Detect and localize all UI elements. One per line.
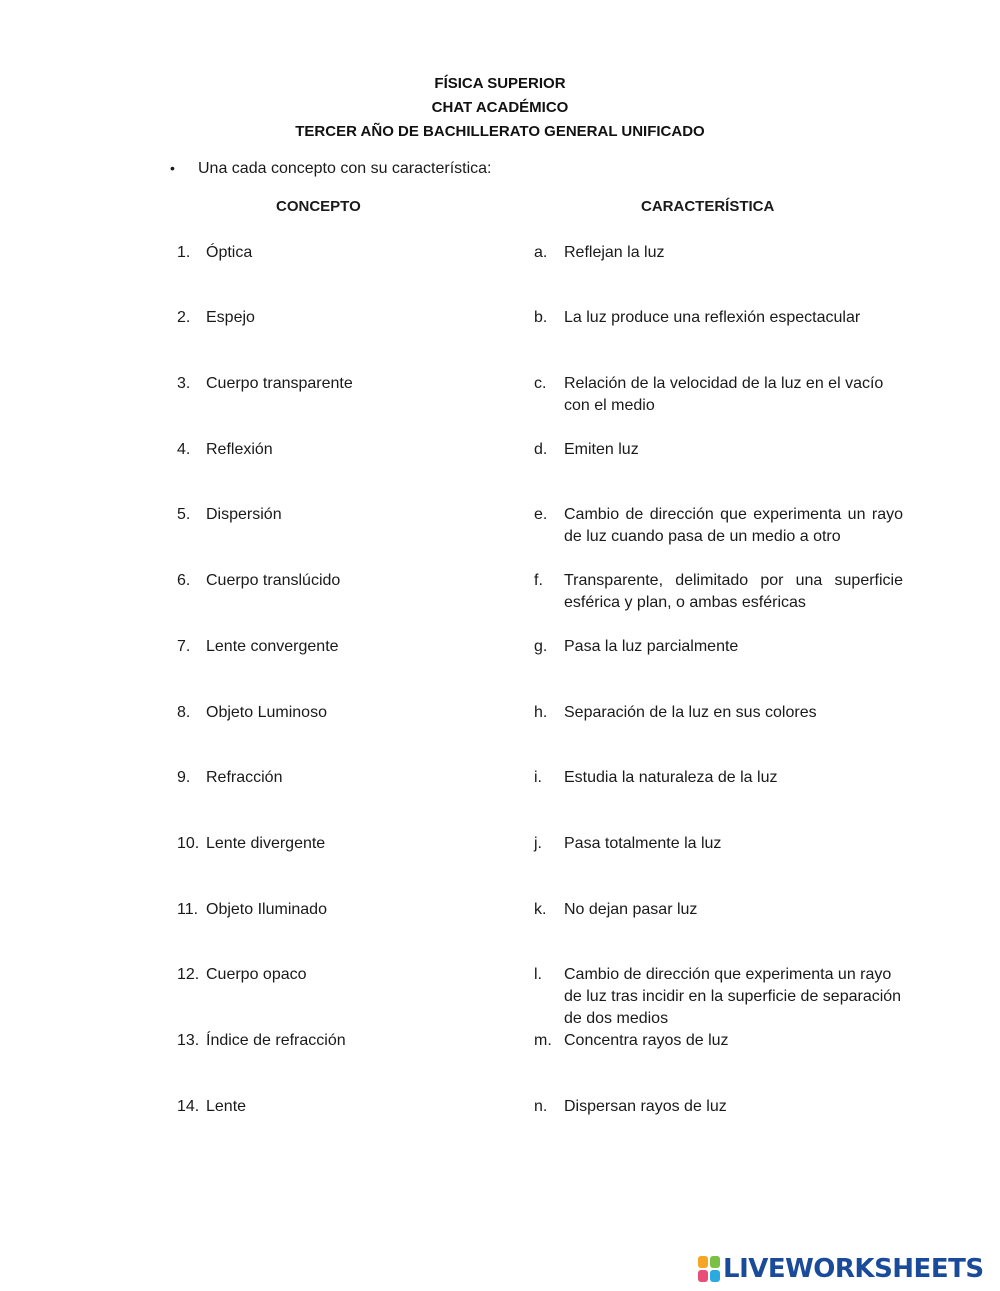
concept-number: 13. xyxy=(177,1032,200,1049)
concept-text: Lente divergente xyxy=(206,835,326,852)
characteristic-text: Transparente, delimitado por una superficie esférica y plan, o ambas esféricas xyxy=(564,572,903,611)
characteristic-letter: g. xyxy=(534,638,548,655)
characteristic-text: Separación de la luz en sus colores xyxy=(564,704,817,721)
characteristic-letter: m. xyxy=(534,1032,552,1049)
bullet-icon: • xyxy=(170,160,175,176)
characteristic-letter: h. xyxy=(534,704,548,721)
concept-text: Lente convergente xyxy=(206,638,339,655)
characteristic-text: Emiten luz xyxy=(564,441,639,458)
characteristic-text: Cambio de dirección que experimenta un rayo de luz tras incidir en la superficie de separación de dos medios xyxy=(564,966,902,1027)
characteristic-letter: b. xyxy=(534,309,548,326)
concept-number: 14. xyxy=(177,1098,200,1115)
characteristic-letter: i. xyxy=(534,769,542,786)
concept-number: 9. xyxy=(177,769,191,786)
grade-title: TERCER AÑO DE BACHILLERATO GENERAL UNIFICADO xyxy=(295,123,705,140)
characteristic-text: No dejan pasar luz xyxy=(564,901,698,918)
characteristic-letter: k. xyxy=(534,901,547,918)
concept-text: Lente xyxy=(206,1098,247,1115)
concept-text: Refracción xyxy=(206,769,283,786)
characteristic-text: Pasa la luz parcialmente xyxy=(564,638,739,655)
concept-text: Objeto Iluminado xyxy=(206,901,327,918)
concept-number: 5. xyxy=(177,506,191,523)
characteristic-text: Pasa totalmente la luz xyxy=(564,835,722,852)
instruction-text: Una cada concepto con su característica: xyxy=(198,160,492,177)
concept-number: 11. xyxy=(177,901,199,918)
subject-title: FÍSICA SUPERIOR xyxy=(434,75,566,92)
characteristic-letter: j. xyxy=(534,835,542,852)
course-title: CHAT ACADÉMICO xyxy=(431,99,569,116)
concept-number: 12. xyxy=(177,966,200,983)
concept-number: 8. xyxy=(177,704,191,721)
concept-text: Cuerpo transparente xyxy=(206,375,353,392)
concept-text: Cuerpo translúcido xyxy=(206,572,341,589)
characteristic-letter: l. xyxy=(534,966,542,983)
liveworksheets-mark-icon xyxy=(698,1256,720,1282)
concept-text: Índice de refracción xyxy=(206,1032,346,1049)
characteristic-text: Estudia la naturaleza de la luz xyxy=(564,769,778,786)
concept-text: Reflexión xyxy=(206,441,273,458)
concept-text: Óptica xyxy=(206,244,253,261)
concept-number: 7. xyxy=(177,638,191,655)
instruction xyxy=(170,160,492,178)
characteristic-text: Relación de la velocidad de la luz en el vacío con el medio xyxy=(564,375,884,414)
characteristic-text: Reflejan la luz xyxy=(564,244,665,261)
characteristic-text: Cambio de dirección que experimenta un rayo de luz cuando pasa de un medio a otro xyxy=(564,506,903,545)
liveworksheets-wordmark: LIVEWORKSHEETS xyxy=(723,1254,984,1284)
characteristic-letter: e. xyxy=(534,506,548,523)
characteristic-letter: a. xyxy=(534,244,548,261)
concept-number: 10. xyxy=(177,835,200,852)
concept-number: 4. xyxy=(177,441,191,458)
liveworksheets-logo xyxy=(698,1254,984,1284)
concept-number: 6. xyxy=(177,572,191,589)
characteristic-letter: n. xyxy=(534,1098,548,1115)
characteristic-text: La luz produce una reflexión espectacular xyxy=(564,309,861,326)
characteristic-letter: c. xyxy=(534,375,547,392)
concept-text: Cuerpo opaco xyxy=(206,966,307,983)
concept-number: 1. xyxy=(177,244,191,261)
concept-text: Objeto Luminoso xyxy=(206,704,327,721)
characteristic-letter: f. xyxy=(534,572,543,589)
characteristic-text: Concentra rayos de luz xyxy=(564,1032,729,1049)
characteristic-text: Dispersan rayos de luz xyxy=(564,1098,727,1115)
characteristic-column-header: CARACTERÍSTICA xyxy=(641,198,775,215)
concept-number: 2. xyxy=(177,309,191,326)
characteristic-letter: d. xyxy=(534,441,548,458)
concept-column-header: CONCEPTO xyxy=(276,198,361,215)
concept-text: Dispersión xyxy=(206,506,282,523)
concept-number: 3. xyxy=(177,375,191,392)
concept-text: Espejo xyxy=(206,309,255,326)
